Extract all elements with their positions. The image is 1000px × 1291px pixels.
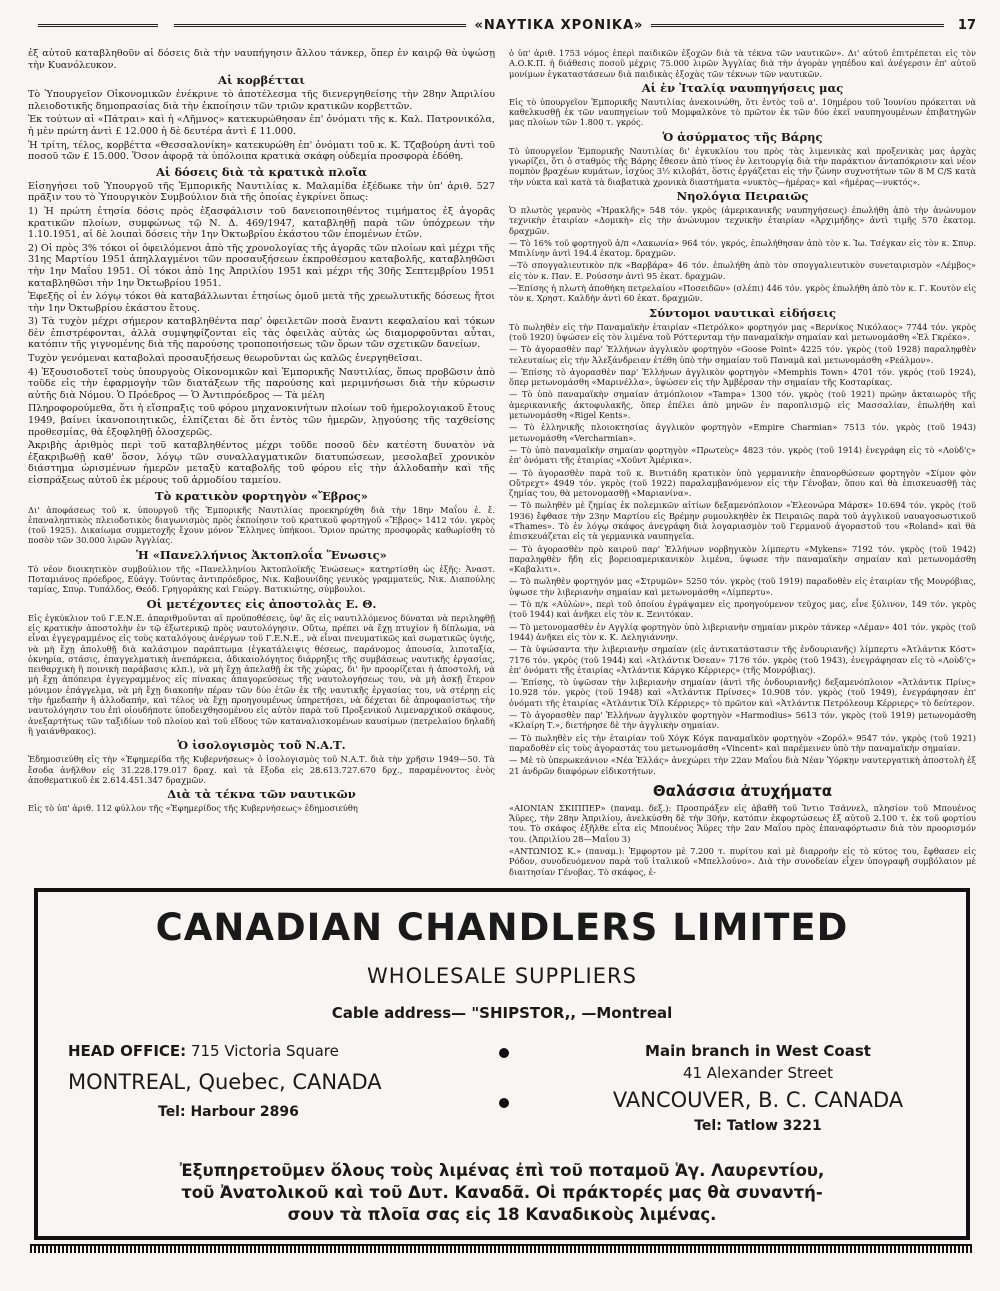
article-paragraph: Τὸ νέον διοικητικὸν συμβούλιον τῆς «Πανελληνίου Ἀκτοπλοϊκῆς Ἑνώσεως» κατηρτίσθη ὡς ἑξῆς: Ἀναστ. Ποταμιάνος πρόεδρος, Εὐάγγ. Τούντας ἀντιπρόεδρος, Νικ. Καβουνίδης γενικὸς γραμματεύς, Νικ. Διαπούλης ταμίας, Σπυρ. Τυπάλδος, Θεόδ. Γρηγοράκης καὶ Γεώργ. Βατικιώτης, σύμβουλοι. [28, 563, 495, 595]
section-heading: Αἱ κορβέτται [218, 73, 305, 88]
article-paragraph: Τὸ ὑπουργεῖον Ἐμπορικῆς Ναυτιλίας δι' ἐγκυκλίου του πρὸς τὰς λιμενικὰς καὶ προξενικὰς μας ἀρχὰς γνωρίζει, ὅτι ὁ σταθμὸς τῆς Βάρης ἔθεσεν ἀπὸ τίνος ἐν λειτουργίᾳ διὰ τὴν παράκτιον ἀνταπόκρισιν καὶ νέον πομπὸν βραχέων κυμάτων, ἰσχύος 3½ κιλοβάτ, ὅστις ἐργάζεται εἰς τὴν ζώνην συχνοτήτων τῶν 8 Μ C/S κατὰ τὴν νύκτα καὶ κατὰ τὰ διαβατικὰ χρονικὰ διαστήματα «νυκτὸς—ἡμέρας» καὶ «ἡμέρας—νυκτός». [509, 145, 976, 187]
bottom-decorative-rule [30, 1244, 972, 1253]
section-heading: Ὁ ἀσύρματος τῆς Βάρης [662, 129, 823, 144]
header-rule-left-long [174, 24, 466, 27]
article-paragraph: Δι' ἀποφάσεως τοῦ κ. ὑπουργοῦ τῆς Ἐμπορικῆς Ναυτιλίας προεκηρύχθη διὰ τὴν 18ην Μαΐου ἐ. ἔ. ἐπαναληπτικὸς πλειοδοτικὸς διαγωνισμὸς πρὸς ἐκποίησιν τοῦ κρατικοῦ φορτηγοῦ «Ἔβρος» 1412 τόν. γκρὸς (τοῦ 1925). Δικαίωμα συμμετοχῆς ἔχουν μόνον Ἕλληνες ὑπήκοοι. Ὅριον πρώτης προσφορᾶς καθωρίσθη τὸ ποσὸν τῶν 30.000 λιρῶν Ἀγγλίας. [28, 504, 495, 546]
section-heading: Νηολόγια Πειραιῶς [676, 188, 809, 203]
ad-branch-tel: Tel: Tatlow 3221 [694, 1118, 822, 1134]
article-paragraph: — Τὰ ὑψώσαντα τὴν λιβεριανὴν σημαίαν (εἰς ἀντικατάστασιν τῆς ἑνδουριανῆς) λίμπερτυ «Ἀτλάντικ Κόστ» 7176 τόν. γκρὸς (τοῦ 1944) καὶ «Ἀτλάντικ Ὀσεαν» 7176 τόν. γκρὸς (τοῦ 1943), ἐνεγράφησαν εἰς τὸ «Λοὺδ'ς» ἐπ' ὀνόματι τῆς ἑταιρίας «Ἀτλάντικ Κάργκο Κέρριερς» (τῆς Μονρόβιας). [509, 644, 976, 675]
ad-footer-text [78, 1160, 926, 1226]
advertisement [34, 888, 970, 1240]
ad-footer-line: Ἐξυπηρετοῦμεν ὅλους τοὺς λιμένας ἐπὶ τοῦ ποταμοῦ Ἁγ. Λαυρεντίου, [179, 1161, 825, 1180]
article-paragraph: — Ἐπίσης, τὸ ὑψῶσαν τὴν λιβεριανὴν σημαίαν (ἀντὶ τῆς ὁνδουριανῆς) δεξαμενόπλοιον «Ἀτλάντικ Πρίνς» 10.928 τόν. γκρὸς (τοῦ 1948) καὶ «Ἀτλάντικ Πρίνσες» 10.908 τόν. γκρὸς (τοῦ 1949), ἐνεγράφησαν ἐπ' ὀνόματι τῆς ἑταιρίας «Ἀτλάντικ Ὄϊλ Κέρριερς» τὸ πρῶτον καὶ «Ἀτλάντικ Πετρόλεουμ Κέρριερς» τὸ δεύτερον. [509, 677, 976, 708]
article-paragraph: 2) Οἱ πρὸς 3% τόκοι οἱ ὀφειλόμενοι ἀπὸ τῆς χρονολογίας τῆς ἀγορᾶς τῶν πλοίων καὶ μέχρι τῆς 31ης Μαρτίου 1951 ἀπηλλαγμένοι τῶν προσαυξήσεων ἐκπροθέσμου καταβολῆς, καταβληθῶσι τὴν 1ην Μαΐου 1951. Οἱ τόκοι ἀπὸ 1ης Ἀπριλίου 1951 καὶ μέχρι τῆς 30ῆς Σεπτεμβρίου 1951 καταβληθῶσι τὴν 1ην Ὀκτωβρίου 1951. [28, 242, 495, 289]
article-columns [28, 48, 976, 877]
ad-branch-label: Main branch in West Coast [645, 1042, 871, 1060]
article-paragraph: — Τὸ πωληθὲν εἰς τὴν ἑταιρίαν τοῦ Χόγκ Κόγκ παναμαϊκὸν φορτηγὸν «Ζορόλ» 9547 τόν. γκρὸς (τοῦ 1921) παραδοθὲν εἰς τοὺς ἀγοραστάς του μετωνομάσθη «Vincent» καὶ παρέμεινεν ὑπὸ τὴν παναμαϊκὴν σημαίαν. [509, 732, 976, 753]
ad-company-name: CANADIAN CHANDLERS LIMITED [155, 906, 849, 949]
article-paragraph: 4) Ἐξουσιοδοτεῖ τοὺς ὑπουργοὺς Οἰκονομικῶν καὶ Ἐμπορικῆς Ναυτιλίας, ὅπως προβῶσιν ἀπὸ τοῦδε εἰς τὴν ἐφαρμογὴν τῶν διατάξεων τῆς παρούσης καὶ μεριμνήσωσι διὰ τὴν κύρωσιν αὐτῆς διὰ Νόμου. Ὁ Πρόεδρος — Ὁ Ἀντιπρόεδρος — Τὰ μέλη [28, 366, 495, 401]
article-paragraph: — Τὸ μετονομασθὲν ἐν Αγγλίᾳ φορτηγὸν ὑπὸ λιβεριανὴν σημαίαν μικρὸν τάνκερ «Λέμαν» 401 τόν. γκρὸς (τοῦ 1944) ἀνῆκει εἰς τὸν κ. Κ. Δεληγιάννην. [509, 621, 976, 642]
section-heading: Θαλάσσια ἀτυχήματα [652, 781, 833, 800]
article-paragraph: —Τὸ σπογγαλιευτικὸν π/κ «Βαρβάρα» 46 τόν. ἐπωλήθη ἀπὸ τὸν σπογγαλιευτικὸν συνεταιρισμὸν «Λέμβος» εἰς τὸν κ. Παν. Ε. Ρούσσην ἀντὶ 95 ἑκατ. δραχμῶν. [509, 260, 976, 281]
section-heading: Οἱ μετέχοντες εἰς ἀποστολὰς Ε. Θ. [146, 596, 377, 611]
left-column [28, 48, 495, 828]
article-paragraph: — Τὸ πωληθὲν μὲ ζημίας ἐκ πολεμικῶν αἰτίων δεξαμενόπλοιον «Ἐλεονώρα Μάρσκ» 10.694 τόν. γκρὸς (τοῦ 1936) ἔφθασε τὴν 23ην Μαρτίου εἰς Βρέμην ρυμουλκηθὲν ἐκ Πειραιῶς παρὰ τοῦ ἀγγλικοῦ ναυαγοσωστικοῦ «Thames». Τὸ ἐν λόγῳ σκάφος ἀνεγράφη διὰ λογαριασμὸν τοῦ Γερμανοῦ ἀγοραστοῦ του «Roland» καὶ θὰ ἐπισκευάζεται εἰς τὰ γερμανικὰ ναυπηγεῖα. [509, 500, 976, 542]
article-paragraph: Εἰς ἐγκύκλιον τοῦ Γ.Ε.Ν.Ε. ἀπαριθμοῦνται αἱ προϋποθέσεις, ὑφ' ἃς εἰς ναυτιλλόμενος δύναται νὰ περιληφθῇ εἰς κρατικὴν ἀποστολὴν ἐν τῷ ἐξωτερικῷ πρὸς ναυτολόγησιν. Οὕτω, πρέπει νὰ ἔχῃ πτυχίον ἢ δίπλωμα, νὰ εἶναι ἐγγεγραμμένος εἰς τοὺς καταλόγους ἀνέργων τοῦ Γ.Ε.Ν.Ε., νὰ εἶναι πνευματικῶς καὶ σωματικῶς ὑγιής, νὰ μὴ ἔχῃ ἀπολυθῇ διὰ καλάσιμον παράπτωμα (ἐγκατάλειψις θέσεως, παράνομος ἀπουσία, λιποταξία, ὀκνηρία, στάσις, ἐπαγγελματικὴ ἀνεπάρκεια, ἀδικαιολόγητος διάρρηξις τῆς συμβάσεως ναυτικῆς ἐργασίας, πειθαρχικὴ ἢ ποινικὴ παράβασις κλπ.), νὰ μὴ ἔχῃ ἀπελαθῇ ἐκ τῆς χώρας, δι' ἣν προορίζεται ἡ ἀποστολή, νὰ μὴ ἔχῃ ἀπόπειρα ἐγγεγραμμένος εἰς πίνακας ἀπαγορεύσεως τῆς ναυτολογήσεως του, νὰ μὴ ἀσκῇ ἕτερον μόνιμον ἐπάγγελμα, νὰ μὴ ἔχῃ διακοπὴν πέραν τῶν δύο ἐτῶν ἐκ τῆς ναυτικῆς ἐργασίας του, νὰ στέρηῃ εἰς τὴν ἡμεδαπὴν ἢ ἀλλοδαπήν, καὶ τέλος νὰ ἔχῃ προηγουμένως ὑπηρετήσει, νὰ δέχεται δὲ ἀπροφασίστως τὴν ναυτολόγησιν του ἐπὶ οἱουδήποτε ὑποδειχθησομένου εἰς αὐτὸν παρὰ τοῦ Προξενικοῦ Λιμεναρχικοῦ σκάφους, ἀνεξαρτήτως τῶν ταξιδίων τοῦ πλοίου καὶ τοῦ εἴδους τῶν καταναλισκομένων καυσίμων (πετρελαίου δηλαδὴ ἢ γαιάνθρακος). [28, 612, 495, 736]
right-column [509, 48, 976, 877]
ad-branch-office [578, 1042, 938, 1134]
ad-head-office-label: HEAD OFFICE: [68, 1042, 187, 1060]
article-paragraph: — Τὸ πωληθὲν φορτηγόν μας «Στρυμῶν» 5250 τόν. γκρὸς (τοῦ 1919) παραδοθὲν εἰς ἑταιρίαν τῆς Μονρόβιας, ὑψωσε τὴν λιβεριανὴν σημαίαν καὶ μετωνομάσθη «Λίμπερτυ». [509, 576, 976, 597]
section-heading: Διὰ τὰ τέκνα τῶν ναυτικῶν [167, 787, 356, 802]
article-paragraph: Εἰς τὸ ὑπουργεῖον Ἐμπορικῆς Ναυτιλίας ἀνεκοινώθη, ὅτι ἐντὸς τοῦ α'. 10ημέρου τοῦ Ἰουνίου πρόκειται νὰ καθελκυσθῇ ἐκ τῶν ναυπηγείων τοῦ Μομφαλκὸνε τὸ πρῶτον ἐκ τῶν δύο ἐκεῖ ναυπηγουμένων ἐπιβατηγῶν μας πλοίων τῶν 1.800 τ. γκρός. [509, 96, 976, 128]
article-paragraph: ἐξ αὐτοῦ καταβληθοῦν αἱ δόσεις διὰ τὴν ναυπήγησιν ἄλλου τάνκερ, ὅπερ ἐν καιρῷ θὰ ὑψώσῃ τὴν Κυανόλευκον. [28, 48, 495, 71]
article-paragraph: Ἀκριβὴς ἀριθμὸς περὶ τοῦ καταβληθέντος μέχρι τοῦδε ποσοῦ δὲν κατέστη δυνατὸν νὰ ἐξακριβωθῇ καθ' ὅσον, λόγῳ τῶν συναλλαγματικῶν διατυπώσεων, μεσολαβεῖ χρονικὸν διάστημα ὡρισμένων ἡμερῶν μεταξὺ καταβολῆς τοῦ φόρου εἰς τὴν ἀλλοδαπὴν καὶ τῆς εἰσπράξεως αὐτοῦ ἐκ μέρους τοῦ ἁρμοδίου ταμείου. [28, 440, 495, 486]
ad-branch-address: 41 Alexander Street [682, 1064, 834, 1082]
ad-footer-line: σουν τὰ πλοῖα σας εἰς 18 Καναδικοὺς λιμένας. [287, 1205, 717, 1224]
article-paragraph: Τὸ Ὑπουργεῖον Οἰκονομικῶν ἐνέκρινε τὸ ἀποτέλεσμα τῆς διενεργηθείσης τὴν 28ην Ἀπριλίου πλειοδοτικῆς δημοπρασίας διὰ τὴν ἐκποίησιν τῶν τριῶν κρατικῶν κορβεττῶν. [28, 89, 495, 112]
publication-title: «ΝΑΥΤΙΚΑ ΧΡΟΝΙΚΑ» [474, 17, 644, 33]
article-paragraph: Πληροφορούμεθα, ὅτι ἡ εἴσπραξις τοῦ φόρου μηχανοκινήτων πλοίων τοῦ ἡμερολογιακοῦ ἔτους 1949, βαίνει ἱκανοποιητικῶς, ἐλπίζεται δὲ ὅτι ἐντὸς τῶν ἡμερῶν, λῃγούσης τῆς ταχθείσης προθεσμίας, θὰ ἐξοφληθῇ ὁλοσχερῶς. [28, 403, 495, 438]
article-paragraph: 1) Ἡ πρώτη ἐτησία δόσις πρὸς ἐξασφάλισιν τοῦ δανειοποιηθέντος τιμήματος ἐξ ἀγορᾶς κρατικῶν πλοίων, συμφώνως τῷ Ν. Δ. 469/1947, καταβληθῇ παρὰ τῶν ὑπόχρεων τὴν 1.10.1951, αἱ δὲ λοιπαὶ δόσεις τὴν 1ην Ὀκτωβρίου ἑκάστου τῶν ἑπομένων ἐτῶν. [28, 205, 495, 241]
article-paragraph: Ὁ πλωτὸς γερανὸς «Ἡρακλῆς» 548 τόν. γκρὸς (ἀμερικανικῆς ναυπηγήσεως) ἐπωλήθη ἀπὸ τὴν ἀνώνυμον τεχνικὴν ἑταιρίαν «Δομικὴ» εἰς τὴν ἀνώνυμον τεχνικὴν ἑταιρίαν «Ἀρχιμήδης» ἀντὶ τιμῆς 570 ἑκατομ. δραχμῶν. [509, 204, 976, 236]
page-header [30, 14, 976, 36]
article-paragraph: — Τὸ π/κ «Αὐλὼν», περὶ τοῦ ὁποίου ἐγράψαμεν εἰς προηγούμενον τεῦχος μας, εἶνε ξύλινον, 149 τόν. γκρὸς (τοῦ 1944) καὶ ἀνῆκει εἰς τὸν κ. Ξενιτόκαν. [509, 599, 976, 620]
article-paragraph: — Τὸ ἀγορασθὲν παρ' Ἑλλήνων ἀγγλικὸν φορτηγὸν «Harmodius» 5613 τόν. γκρὸς (τοῦ 1919) μετωνομάσθη «Κλαίρη Τ.», διετήρησε δὲ τὴν ἀγγλικὴν σημαίαν. [509, 710, 976, 731]
article-paragraph: Τυχὸν γενόμεναι καταβολαὶ προσαυξήσεως θεωροῦνται ὡς καλῶς ἐνεργηθεῖσαι. [28, 353, 423, 365]
ad-head-office-tel: Tel: Harbour 2896 [158, 1104, 299, 1120]
section-heading: Ὁ ἰσολογισμὸς τοῦ Ν.Α.Τ. [177, 738, 346, 753]
ad-bullet-dot [499, 1048, 509, 1058]
article-paragraph: — Τὸ ὑπὸ παναμαϊκὴν σημαίαν ἀτμόπλοιον «Tampa» 1300 τόν. γκρὸς (τοῦ 1921) πρώην ἀκταιωρὸς τῆς ἀμερικανικῆς ἀκτοφυλακῆς, ὅπερ ἐπέλει ἀπὸ μηνῶν ἐν παροπλισμῷ εἰς Μασσαλίαν, ἐπωλήθη καὶ μετωνομάσθη «Rigel Kents». [509, 389, 976, 421]
header-rule-right [651, 24, 943, 27]
article-paragraph: — Ἐπίσης τὸ ἀγορασθὲν παρ' Ἑλλήνων ἀγγλικὸν φορτηγὸν «Memphis Town» 4701 τόν. γκρὸς (τοῦ 1924), ὅπερ μετωνομάσθη «Μαρινέλλα», ὑψώσεν εἰς τὴν Ἀμβέρσαν τὴν σημαίαν τῆς Κοσταρίκας. [509, 366, 976, 388]
article-paragraph: Εἰσηγήσει τοῦ Ὑπουργοῦ τῆς Ἐμπορικῆς Ναυτιλίας κ. Μαλαμίδα ἐξέδωκε τὴν ὑπ' ἀριθ. 527 πρᾶξιν του τὸ Ὑπουργικὸν Συμβούλιον διὰ τῆς ὁποίας ἐγκρίνει ὅπως: [28, 180, 495, 204]
section-heading: Σύντομοι ναυτικαὶ εἰδήσεις [649, 305, 836, 320]
ad-cable-address: Cable address— "SHIPSTOR,, —Montreal [331, 1004, 673, 1022]
ad-branch-city: VANCOUVER, B. C. CANADA [612, 1088, 904, 1112]
article-paragraph: Ἐφεξῆς οἱ ἐν λόγῳ τόκοι θὰ καταβάλλωνται ἐτησίως ὁμοῦ μετὰ τῆς χρεωλυτικῆς δόσεως ἤτοι τὴν 1ην Ὀκτωβρίου ἑκάστου ἔτους. [28, 291, 495, 314]
article-paragraph: Ἐδημοσιεύθη εἰς τὴν «Ἐφημερίδα τῆς Κυβερνήσεως» ὁ ἰσολογισμὸς τοῦ Ν.Α.Τ. διὰ τὴν χρῆσιν 1949—50. Τὰ ἔσοδα ἀνῆλθον εἰς 31.228.179.017 δραχ. καὶ τὰ ἔξοδα εἰς 28.613.727.670 δρχ., παραμένοντος ἑνὸς ἀποθεματικοῦ ἐκ 2.614.451.347 δραχμῶν. [28, 754, 495, 785]
section-heading: Τὸ κρατικὸν φορτηγὸν «Ἔβρος» [155, 488, 368, 503]
article-paragraph: Ἡ τρίτη, τέλος, κορβέττα «Θεσσαλονίκη» κατεκυρώθη ἐπ' ὀνόματι τοῦ κ. Κ. Τζαβούρη ἀντὶ τοῦ ποσοῦ τῶν £ 15.000. Ὅσον ἀφορᾷ τὰ ὑπόλοιπα κρατικὰ σκάφη οὐδεμία προσφορὰ ἐδόθη. [28, 139, 495, 163]
article-paragraph: Τὸ πωληθὲν εἰς τὴν Παναμαϊκὴν ἑταιρίαν «Πετρόλκο» φορτηγόν μας «Βερνίκος Νικόλαος» 7744 τόν. γκρὸς (τοῦ 1920) ὑψώσεν εἰς τὸν λιμένα τοῦ Ρόττερνταμ τὴν παναμαϊκὴν σημαίαν καὶ μετωνομάσθη «Ἐλ Γκρέκο». [509, 321, 976, 342]
ad-bullet-dot [499, 1098, 509, 1108]
article-paragraph: «ΑΝΤΩΝΙΟΣ Κ.» (παναμ.): Ἐμφορτον μὲ 7.200 τ. πυρίτου καὶ μὲ διαρροὴν εἰς τὸ κύτος του, ἔφθασεν εἰς Ρόδον, συνοδευόμενον παρὰ τοῦ ἰταλικοῦ «Μπελλούνο». Διὰ τὴν συνοδείαν εἶχεν ὑπογραφῆ συμβόλαιον μὲ διαιτησίαν Γένοβας. Τὸ σκάφος, ἐ- [509, 846, 976, 877]
article-paragraph: — Τὸ ἀγορασθὲν παρ' Ἑλλήνων ἀγγλικὸν φορτηγὸν «Goose Point» 4225 τόν. γκρὸς (τοῦ 1928) παραληφθὲν τελευταίως εἰς τὴν Ἀλεξάνδρειαν ἐτέθη ὑπὸ τὴν σημαίαν τοῦ Παναμᾶ καὶ μετωνομάσθη «Ρεάλμον». [509, 344, 976, 365]
article-paragraph: «ΑΙΟΝΙΑΝ ΣΚΙΠΠΕΡ» (παναμ. δεξ.): Προσπράξεν εἰς ἀβαθῆ τοῦ Ἰντιο Τσάννελ, πλησίον τοῦ Μπουένος Ἄϋρες, τὴν 28ην Ἀπριλίου, ἀνελκύσθη δὲ τὴν 30ήν, κατόπιν ἐκφορτώσεως ἐξ αὐτοῦ 2.100 τ. ἐκ τοῦ φορτίου του. Τὸ σκάφος ἐξῆλθε εἶτα εἰς Μπουένος Ἄϋρες τὴν 2αν Μαΐου πρὸς ἐπαναφόρτωσιν διὰ τὸν προορισμόν του. (Ἀπριλίου 28—Μαΐου 3) [509, 802, 976, 844]
article-paragraph: — Τὸ ἑλληνικῆς πλοιοκτησίας ἀγγλικὸν φορτηγὸν «Empire Charmian» 7513 τόν. γκρὸς (τοῦ 1943) μετωνομάσθη «Vercharmian». [509, 422, 976, 443]
section-heading: Ἡ «Πανελλήνιος Ἀκτοπλοΐα Ἕνωσις» [136, 547, 387, 562]
section-heading: Αἱ ἐν Ἰταλίᾳ ναυπηγήσεις μας [641, 80, 844, 95]
article-paragraph: 3) Τὰ τυχὸν μέχρι σήμερον καταβληθέντα παρ' ὀφειλετῶν ποσὰ ἔναντι κεφαλαίου καὶ τόκων δὲν ἐπιστρέφονται, ἀλλὰ συμψηφίζονται εἰς τὰς ὀφειλὰς αὐτὰς ὡς διαμορφοῦνται αὗται, κατόπιν τῆς γιγνομένης διὰ τῆς παρούσης τροποποιήσεως τῶν ὅρων τῶν σχετικῶν δανείων. [28, 316, 495, 351]
article-paragraph: — Τὸ ὑπὸ παναμαϊκὴν σημαίαν φορτηγὸν «Πρωτεὺς» 4823 τόν. γκρὸς (τοῦ 1914) ἐνεγράφη εἰς τὸ «Λοὺδ'ς» ἐπ' ὀνόματι τῆς ἑταιρίας «Χοῦντ Ἀμέρικα». [509, 444, 976, 466]
ad-head-office-address: 715 Victoria Square [190, 1042, 339, 1060]
article-paragraph: — Μὲ τὸ ὑπερωκεάνιον «Νέα Ἑλλάς» ἀνεχώρει τὴν 22αν Μαΐου διὰ Νέαν Ὑόρκην ναυτεργατικὴ ἀποστολὴ ἐξ 21 ἀνδρῶν διαφόρων εἰδικοτήτων. [509, 755, 976, 776]
article-paragraph: —Ἐπίσης ἡ πλωτὴ ἀποθήκη πετρελαίου «Ποσειδῶν» (σλέπι) 446 τόν. γκρὸς ἐπωλήθη ἀπὸ τὸν κ. Γ. Κουτὸν εἰς τὸν κ. Χρηστ. Καλδὴν ἀντὶ 60 ἑκατ. δραχμῶν. [509, 283, 976, 304]
article-paragraph: ὁ ὑπ' ἀριθ. 1753 νόμος ἐπερὶ παιδικῶν ἐξοχῶν διὰ τὰ τέκνα τῶν ναυτικῶν». Δι' αὐτοῦ ἐπιτρέπεται εἰς τὸν Α.Ο.Κ.Π. ἡ διάθεσις ποσοῦ μέχρις 75.000 λιρῶν Ἀγγλίας διὰ τὴν ἀγορὰν γηπέδου καὶ ἀνέγερσιν ἐπ' αὐτοῦ μονίμων ἐγκαταστάσεων διὰ παιδικὰς ἐξοχὰς τῶν τέκνων τῶν ναυτικῶν. [509, 48, 976, 79]
ad-subtitle: WHOLESALE SUPPLIERS [367, 964, 637, 988]
ad-head-office [68, 1042, 448, 1120]
article-paragraph: Ἐκ τούτων αἱ «Πάτραι» καὶ ἡ «Λῆμνος» κατεκυρώθησαν ἐπ' ὀνόματι τῆς κ. Καλ. Πατρονικόλα, ἡ μὲν πρώτη ἀντὶ £ 12.000 ἡ δὲ δευτέρα ἀντὶ £ 11.000. [28, 114, 495, 137]
article-paragraph: — Τὸ 16% τοῦ φορτηγοῦ ἀ/π «Λακωνία» 964 τόν. γκρός, ἐπωλήθησαν ἀπὸ τὸν κ. Ἰω. Τσέγκαν εἰς τὸν κ. Σπυρ. Μπιλίνην ἀντὶ 194.4 ἑκατομ. δραχμῶν. [509, 237, 976, 259]
ad-footer-line: τοῦ Ἀνατολικοῦ καὶ τοῦ Δυτ. Καναδᾶ. Οἱ πράκτορές μας θὰ συναντή- [181, 1183, 823, 1202]
header-rule-left [38, 24, 158, 27]
article-paragraph: — Τὸ ἀγορασθὲν παρὰ τοῦ κ. Βιντιάδη κρατικὸν ὑπὸ γερμανικὴν ἐπανορθώσεων φορτηγὸν «Σίμον φὸν Οὔτρεχτ» 4949 τόν. γκρὸς (τοῦ 1922) παραλαμβανόμενον εἰς τὴν Γένοβαν, ὅπου καὶ θὰ ἐπισκευασθῇ τὰς ζημίας του, θὰ μετονομασθῇ «Μαριανίνα». [509, 467, 976, 499]
section-heading: Αἱ δόσεις διὰ τὰ κρατικὰ πλοῖα [155, 164, 367, 179]
article-paragraph: — Τὸ ἀγορασθὲν πρὸ καιροῦ παρ' Ἑλλήνων νορβηγικὸν λίμπερτυ «Mykens» 7192 τόν. γκρὸς (τοῦ 1942) παραληφθὲν ἤδη εἰς βορειοαμερικανικὸν λιμένα, ὑψωσε τὴν παναμαϊκὴν σημαίαν καὶ μετωνομάσθη «Καβαλιτι». [509, 543, 976, 575]
ad-head-office-city: MONTREAL, Quebec, CANADA [68, 1070, 382, 1094]
page-number: 17 [957, 17, 977, 33]
article-paragraph: Εἰς τὸ ὑπ' ἀριθ. 112 φύλλον τῆς «Ἐφημερίδος τῆς Κυβερνήσεως» ἐδημοσιεύθη [28, 803, 358, 814]
